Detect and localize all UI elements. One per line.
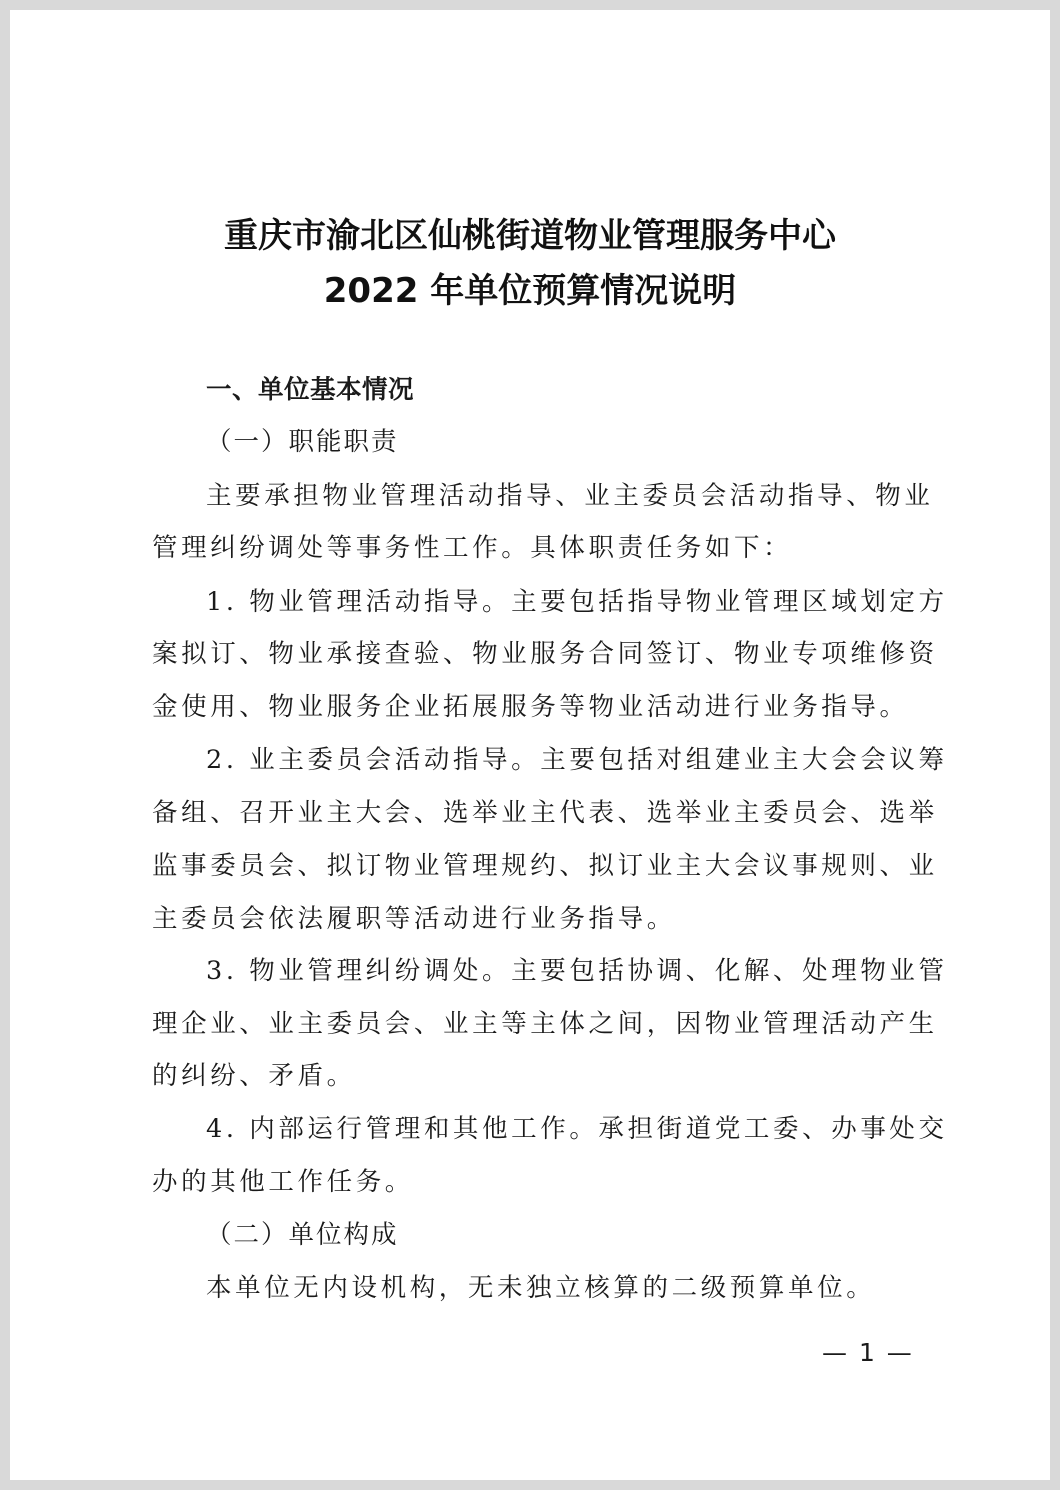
list-item-2-line: 备组、召开业主大会、选举业主代表、选举业主委员会、选举 <box>152 798 938 828</box>
list-item-1-line: 1. 物业管理活动指导。主要包括指导物业管理区域划定方 <box>206 587 948 617</box>
page-number: — 1 — <box>822 1338 914 1367</box>
document-page <box>10 10 1050 1480</box>
list-item-4-line: 4. 内部运行管理和其他工作。承担街道党工委、办事处交 <box>206 1114 948 1144</box>
subsection-heading-1: （一）职能职责 <box>206 427 399 457</box>
document-title-line1: 重庆市渝北区仙桃街道物业管理服务中心 <box>224 216 836 256</box>
paragraph-line: 主要承担物业管理活动指导、业主委员会活动指导、物业 <box>206 481 934 511</box>
paragraph-line: 管理纠纷调处等事务性工作。具体职责任务如下： <box>152 533 793 563</box>
list-item-4-line: 办的其他工作任务。 <box>152 1167 414 1197</box>
list-item-2-line: 2. 业主委员会活动指导。主要包括对组建业主大会会议筹 <box>206 745 948 775</box>
paragraph-line: 本单位无内设机构，无未独立核算的二级预算单位。 <box>206 1273 876 1303</box>
section-heading-1: 一、单位基本情况 <box>206 375 415 405</box>
list-item-1-line: 金使用、物业服务企业拓展服务等物业活动进行业务指导。 <box>152 692 909 722</box>
list-item-3-line: 的纠纷、矛盾。 <box>152 1061 356 1091</box>
list-item-2-line: 主委员会依法履职等活动进行业务指导。 <box>152 904 676 934</box>
subsection-heading-2: （二）单位构成 <box>206 1220 399 1250</box>
list-item-2-line: 监事委员会、拟订物业管理规约、拟订业主大会议事规则、业 <box>152 851 938 881</box>
list-item-1-line: 案拟订、物业承接查验、物业服务合同签订、物业专项维修资 <box>152 639 938 669</box>
list-item-3-line: 理企业、业主委员会、业主等主体之间，因物业管理活动产生 <box>152 1009 938 1039</box>
list-item-3-line: 3. 物业管理纠纷调处。主要包括协调、化解、处理物业管 <box>206 956 948 986</box>
document-title-line2: 2022 年单位预算情况说明 <box>323 271 737 311</box>
